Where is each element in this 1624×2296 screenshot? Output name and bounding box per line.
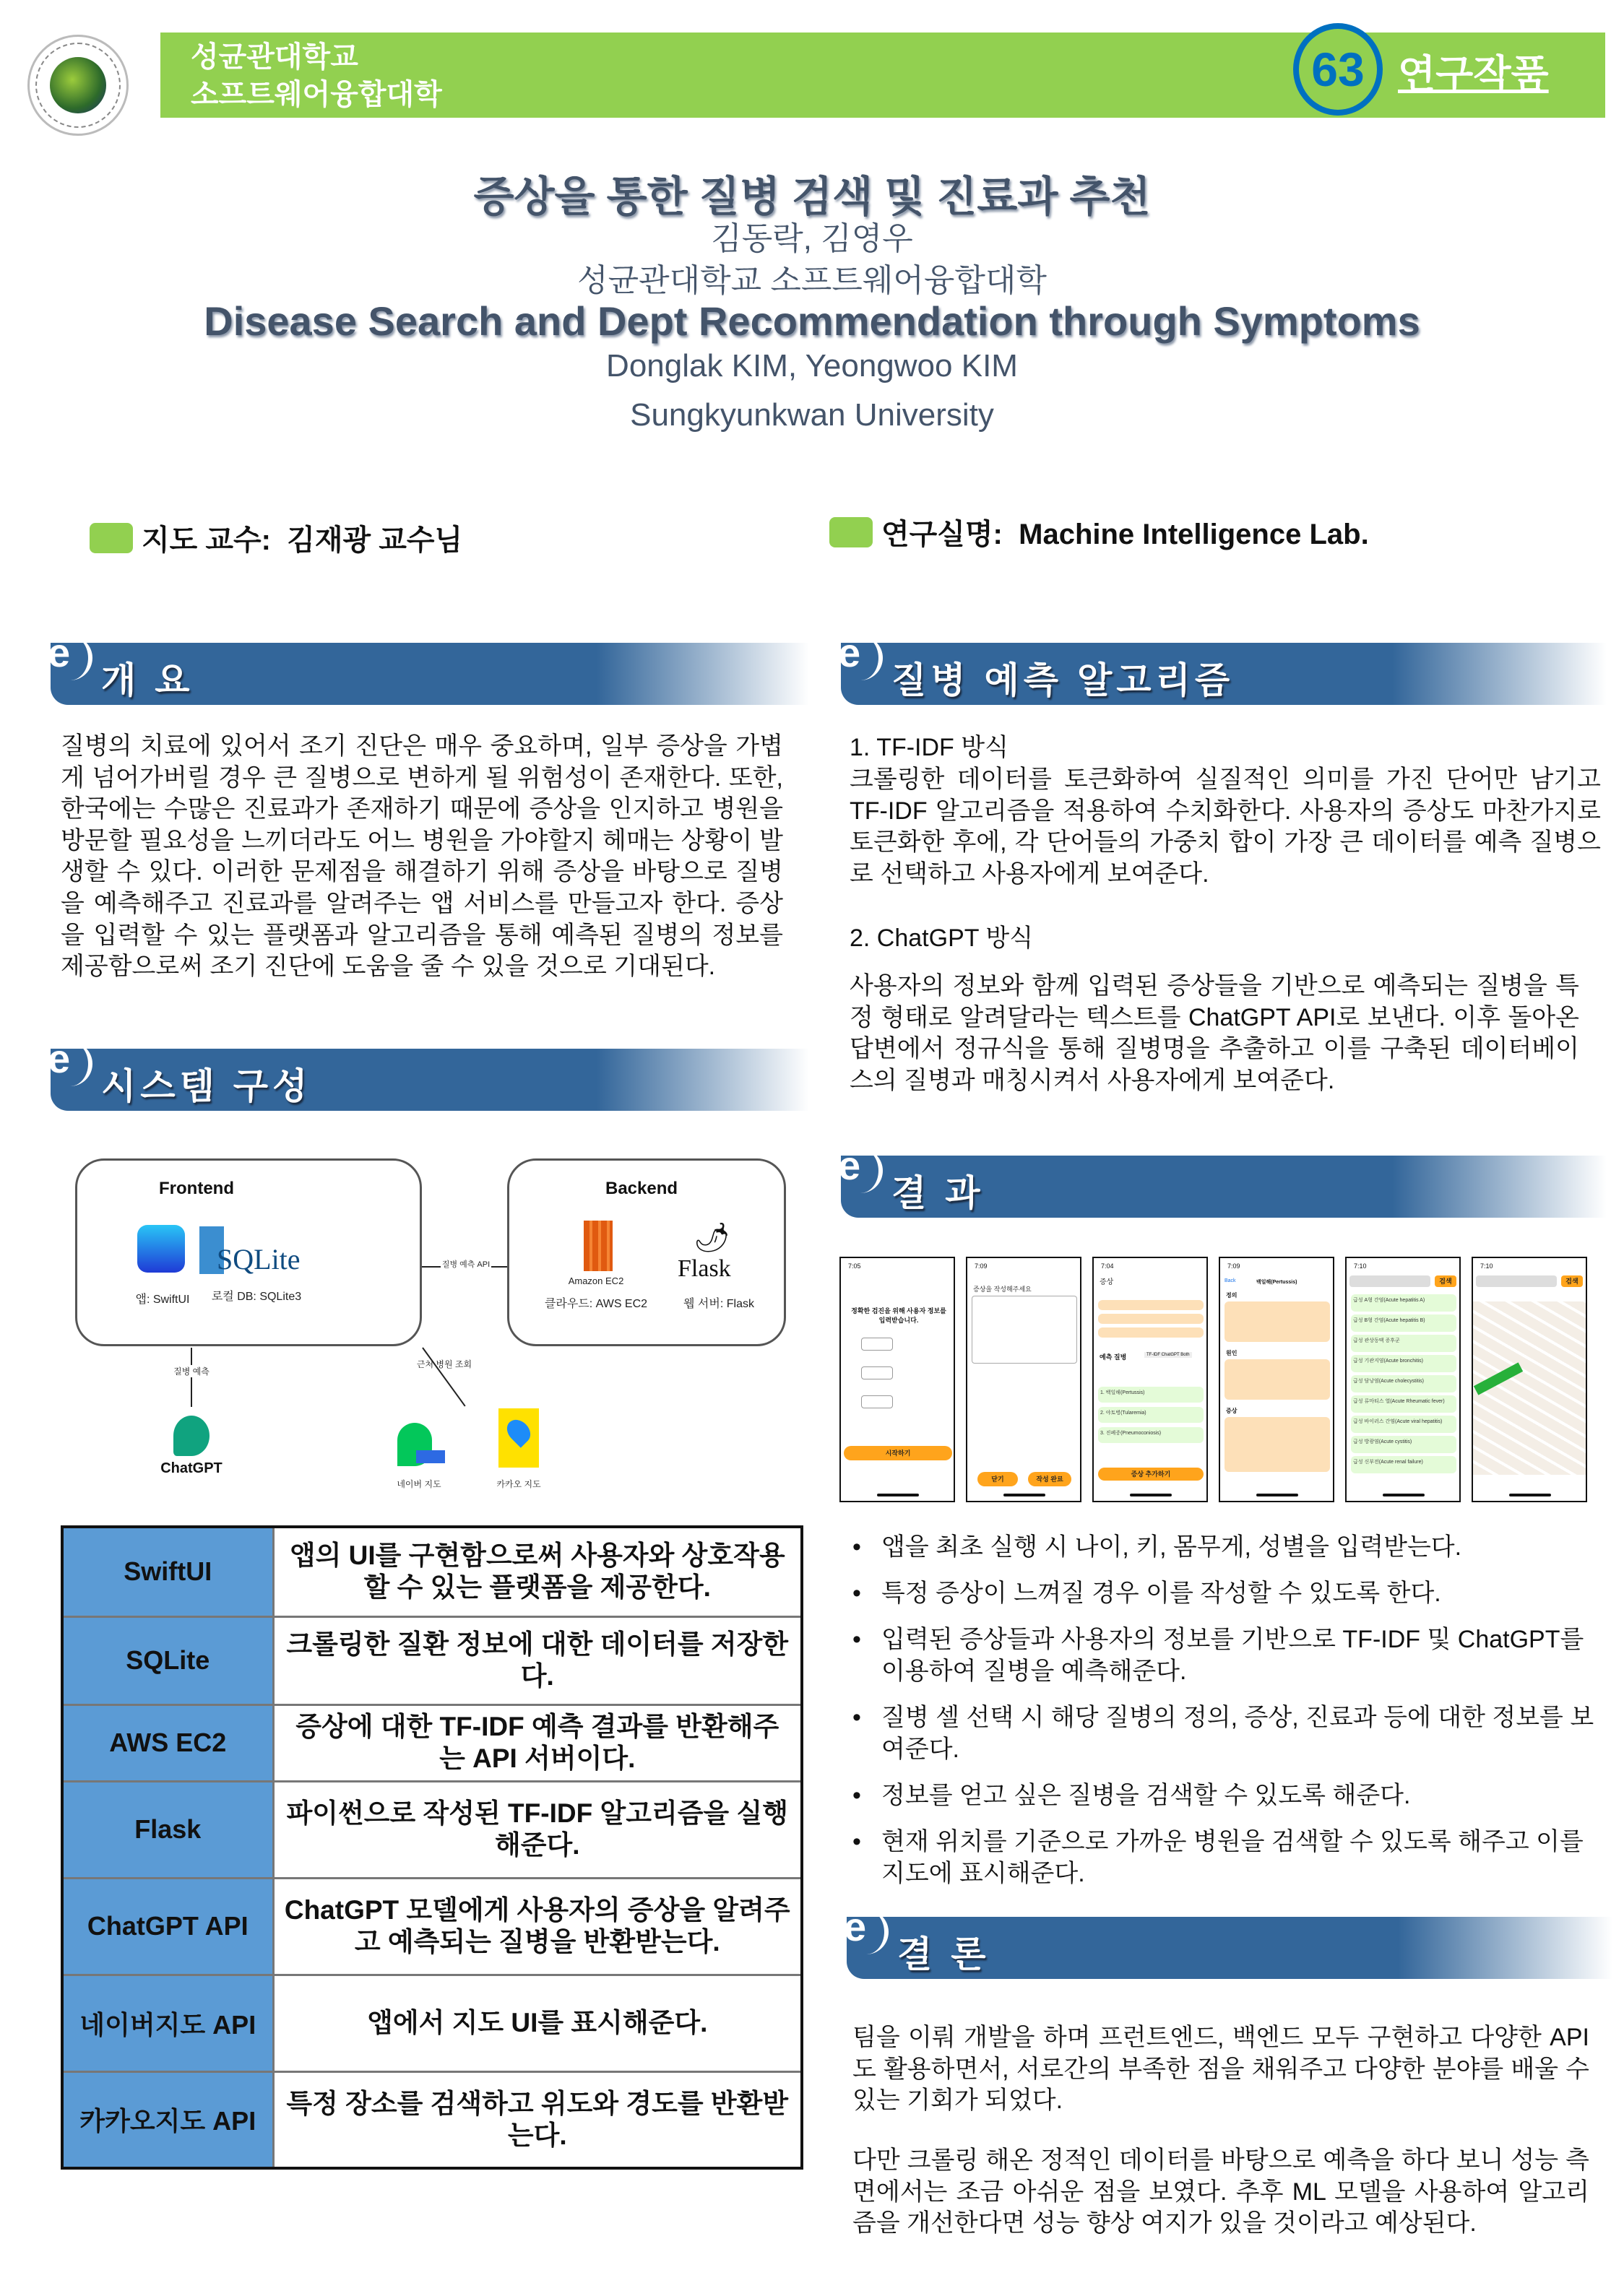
tech-desc: 증상에 대한 TF-IDF 예측 결과를 반환해주는 API 서버이다. bbox=[273, 1704, 802, 1781]
section-header-overview bbox=[48, 630, 809, 705]
search-result-cell: 급성 B형 간염(Acute hepatitis B) bbox=[1351, 1314, 1456, 1332]
architecture-diagram bbox=[65, 1148, 795, 1509]
ec2-logo-text: Amazon EC2 bbox=[568, 1275, 624, 1286]
screenshot-search bbox=[1345, 1257, 1461, 1502]
overview-body: 질병의 치료에 있어서 조기 진단은 매우 중요하며, 일부 증상을 가볍게 넘어가버릴 경우 큰 질병으로 변하게 될 위험성이 존재한다. 또한, 한국에는 수많은 진료과가 존재하기 때문에 증상을 인지하고 병원을 방문할 필요성을 느끼더라도 어느 병원을 가야할지 헤매는 상황이 발생할 수 있다. 이러한 문제점을 해결하기 위해 증상을 바탕으로 질병을 예측해주고 진료과를 알려주는 앱 서비스를 만들고자 한다. 증상을 입력할 수 있는 플랫폼과 알고리즘을 통해 예측된 질병의 정보를 제공함으로써 조기 진단에 도움을 줄 수 있을 것으로 기대된다. bbox=[61, 732, 783, 981]
university-logo bbox=[27, 35, 129, 136]
advisor-label: 지도 교수: bbox=[142, 524, 271, 556]
status-time: 7:04 bbox=[1101, 1262, 1114, 1270]
kakao-label: 카카오 지도 bbox=[496, 1479, 541, 1489]
e-icon: e bbox=[48, 1041, 92, 1086]
lab-marker bbox=[829, 517, 873, 547]
tech-name: SwiftUI bbox=[62, 1527, 273, 1616]
tech-desc: 앱의 UI를 구현함으로써 사용자와 상호작용할 수 있는 플랫폼을 제공한다. bbox=[273, 1527, 802, 1616]
bullet-item: • 특정 증상이 느껴질 경우 이를 작성할 수 있도록 한다. bbox=[847, 1577, 1612, 1609]
search-result-cell: 급성 A형 간염(Acute hepatitis A) bbox=[1351, 1294, 1456, 1312]
start-button: 시작하기 bbox=[844, 1446, 952, 1460]
search-button: 검색 bbox=[1561, 1275, 1583, 1287]
tech-desc: ChatGPT 모델에게 사용자의 증상을 알려주고 예측되는 질병을 반환받는다. bbox=[273, 1878, 802, 1975]
gpt-arrow-label: 질병 예측 bbox=[166, 1365, 217, 1377]
method2-title: 2. ChatGPT 방식 bbox=[850, 924, 1034, 952]
table-row bbox=[62, 1975, 802, 2071]
authors-korean: 김동락, 김영우 bbox=[711, 221, 913, 256]
detail-section: 원인 bbox=[1226, 1350, 1238, 1356]
sqlite-logo-text: SQLite bbox=[217, 1243, 301, 1275]
add-symptom-button: 증상 추가하기 bbox=[1098, 1468, 1204, 1481]
section-header-algorithm bbox=[838, 630, 1607, 705]
conclusion-p2: 다만 크롤링 해온 정적인 데이터를 바탕으로 예측을 하다 보니 성능 측면에서는 조금 아쉬운 점을 보였다. 추후 ML 모델을 사용하여 알고리즘을 개선한다면 성능 향상 여지가 있을 것이라고 예상된다. bbox=[852, 2146, 1589, 2237]
table-row bbox=[62, 1878, 802, 1975]
search-result-cell: 급성 관상동맥 증후군 bbox=[1351, 1335, 1456, 1352]
tech-name: 카카오지도 API bbox=[62, 2071, 273, 2168]
screen-heading: 증상을 작성해주세요 bbox=[973, 1286, 1032, 1293]
e-icon: e bbox=[48, 636, 92, 680]
search-result-cell: 급성 방광염(Acute cystitis) bbox=[1351, 1436, 1456, 1453]
tech-name: Flask bbox=[62, 1781, 273, 1878]
naver-map-bar bbox=[416, 1450, 445, 1463]
tab-chatgpt: ChatGPT bbox=[1161, 1353, 1180, 1357]
method1-body: 크롤링한 데이터를 토큰화하여 실질적인 의미를 가진 단어만 남기고 TF-IDF 알고리즘을 적용하여 수치화한다. 사용자의 증상도 마찬가지로 토큰화한 후에, 각 단어들의 가중치 합이 가장 큰 데이터를 예측 질병으로 선택하고 사용자에게 보여준다. bbox=[850, 766, 1601, 888]
map-view bbox=[1473, 1301, 1587, 1475]
swiftui-icon bbox=[137, 1225, 185, 1273]
section-title: 결 과 bbox=[891, 1173, 985, 1213]
ec2-icon bbox=[584, 1221, 613, 1271]
status-time: 7:05 bbox=[848, 1262, 861, 1270]
lab-value: Machine Intelligence Lab. bbox=[1019, 519, 1369, 550]
detail-section: 증상 bbox=[1226, 1408, 1238, 1414]
chatgpt-label: ChatGPT bbox=[160, 1460, 223, 1476]
table-row bbox=[62, 1704, 802, 1781]
api-arrow-label: 질병 예측 API bbox=[441, 1258, 491, 1270]
chatgpt-icon bbox=[173, 1416, 210, 1456]
e-icon: e bbox=[844, 1910, 889, 1954]
bullet-item: • 정보를 얻고 싶은 질병을 검색할 수 있도록 해준다. bbox=[847, 1780, 1612, 1811]
table-row bbox=[62, 1616, 802, 1704]
e-icon: e bbox=[838, 636, 883, 680]
advisor-marker bbox=[90, 523, 133, 553]
search-result-cell: 급성 기관지염(Acute bronchitis) bbox=[1351, 1355, 1456, 1372]
screen-heading: 정확한 검진을 위해 사용자 정보를 입력받습니다. bbox=[851, 1307, 946, 1324]
school-line1: 성균관대학교 bbox=[191, 41, 358, 73]
section-header-conclusion bbox=[844, 1904, 1612, 1979]
tech-name: SQLite bbox=[62, 1616, 273, 1704]
swiftui-label: 앱: SwiftUI bbox=[135, 1294, 190, 1306]
flask-label: 웹 서버: Flask bbox=[683, 1298, 754, 1310]
table-row bbox=[62, 1527, 802, 1616]
lab bbox=[881, 511, 1369, 553]
frontend-label: Frontend bbox=[159, 1179, 234, 1198]
screen-heading: 백일해(Pertussis) bbox=[1256, 1280, 1297, 1285]
screenshot-disease-detail bbox=[1219, 1257, 1334, 1502]
conclusion-p1: 팀을 이뤄 개발을 하며 프런트엔드, 백엔드 모두 구현하고 다양한 API도 활용하면서, 서로간의 부족한 점을 채워주고 다양한 분야를 배울 수 있는 기회가 되었다. bbox=[852, 2024, 1589, 2115]
map-arrow bbox=[422, 1347, 465, 1406]
method2-body: 사용자의 정보와 함께 입력된 증상들을 기반으로 예측되는 질병을 특정 형태로 알려달라는 텍스트를 ChatGPT API로 보낸다. 이후 돌아온 답변에서 정규식을 통해 질병명을 추출하고 이를 구축된 데이터베이스의 질병과 매칭시켜서 사용자에게 보여준다. bbox=[850, 972, 1579, 1094]
title-korean: 증상을 통한 질병 검색 및 진료과 추천 bbox=[473, 173, 1151, 220]
section-title: 시스템 구성 bbox=[101, 1066, 312, 1106]
disease-cell: 1. 백일해(Pertussis) bbox=[1098, 1387, 1204, 1403]
close-button: 닫기 bbox=[977, 1472, 1018, 1486]
results-bullets bbox=[847, 1531, 1612, 1904]
section-header-results bbox=[838, 1143, 1607, 1218]
status-time: 7:10 bbox=[1480, 1262, 1493, 1270]
tech-desc: 파이썬으로 작성된 TF-IDF 알고리즘을 실행해준다. bbox=[273, 1781, 802, 1878]
poster-number-badge: 63 bbox=[1293, 23, 1383, 116]
header-bar bbox=[160, 33, 1605, 118]
tech-desc: 앱에서 지도 UI를 표시해준다. bbox=[273, 1975, 802, 2071]
naver-label: 네이버 지도 bbox=[397, 1479, 441, 1489]
status-time: 7:09 bbox=[975, 1262, 988, 1270]
tech-table bbox=[61, 1525, 803, 2170]
screenshot-symptom-input bbox=[966, 1257, 1081, 1502]
bullet-item: • 현재 위치를 기준으로 가까운 병원을 검색할 수 있도록 해주고 이를 지도에 표시해준다. bbox=[847, 1826, 1612, 1889]
map-arrow-label: 근처 병원 조회 bbox=[416, 1359, 472, 1369]
table-row bbox=[62, 1781, 802, 1878]
gpt-arrow bbox=[191, 1348, 192, 1407]
search-result-cell: 급성 류마티스 열(Acute Rheumatic fever) bbox=[1351, 1395, 1456, 1413]
back-link: Back bbox=[1225, 1278, 1236, 1283]
tab-both: Both bbox=[1180, 1353, 1190, 1357]
school-line2: 소프트웨어융합대학 bbox=[191, 79, 442, 111]
ec2-label: 클라우드: AWS EC2 bbox=[544, 1298, 648, 1310]
tech-name: ChatGPT API bbox=[62, 1878, 273, 1975]
section-title: 개 요 bbox=[101, 660, 194, 701]
tech-name: AWS EC2 bbox=[62, 1704, 273, 1781]
e-icon: e bbox=[838, 1148, 883, 1193]
backend-label: Backend bbox=[605, 1179, 678, 1198]
kakao-map-icon bbox=[498, 1408, 539, 1468]
lab-label: 연구실명: bbox=[881, 519, 1003, 550]
search-result-cell: 급성 담낭염(Acute cholecystitis) bbox=[1351, 1375, 1456, 1392]
section-title: 질병 예측 알고리즘 bbox=[891, 660, 1235, 701]
tech-desc: 특정 장소를 검색하고 위도와 경도를 반환받는다. bbox=[273, 2071, 802, 2168]
affiliation-english: Sungkyunkwan University bbox=[630, 397, 994, 433]
category-label: 연구작품 bbox=[1398, 53, 1549, 96]
search-result-cell: 급성 신부전(Acute renal failure) bbox=[1351, 1456, 1456, 1473]
flask-logo-text: Flask bbox=[678, 1255, 731, 1282]
section-header-system bbox=[48, 1036, 809, 1111]
section-title: 결 론 bbox=[897, 1934, 990, 1975]
status-time: 7:09 bbox=[1227, 1262, 1240, 1270]
authors-english: Donglak KIM, Yeongwoo KIM bbox=[606, 348, 1018, 384]
method1-title: 1. TF-IDF 방식 bbox=[850, 734, 1008, 761]
done-button: 작성 완료 bbox=[1028, 1472, 1071, 1486]
status-time: 7:10 bbox=[1354, 1262, 1367, 1270]
sqlite-label: 로컬 DB: SQLite3 bbox=[211, 1291, 302, 1303]
advisor-value: 김재광 교수님 bbox=[287, 524, 463, 556]
title-english: Disease Search and Dept Recommendation through Symptoms bbox=[204, 298, 1420, 344]
disease-cell: 2. 야토병(Tularemia) bbox=[1098, 1407, 1204, 1423]
bullet-item: • 앱을 최초 실행 시 나이, 키, 몸무게, 성별을 입력받는다. bbox=[847, 1531, 1612, 1563]
flask-horn-icon: 🌶 bbox=[694, 1222, 730, 1254]
screenshot-map bbox=[1472, 1257, 1587, 1502]
detail-section: 정의 bbox=[1226, 1292, 1238, 1299]
tech-name: 네이버지도 API bbox=[62, 1975, 273, 2071]
screenshot-prediction bbox=[1092, 1257, 1208, 1502]
bullet-item: • 입력된 증상들과 사용자의 정보를 기반으로 TF-IDF 및 ChatGPT를 이용하여 질병을 예측해준다. bbox=[847, 1624, 1612, 1687]
affiliation-korean: 성균관대학교 소프트웨어융합대학 bbox=[577, 263, 1047, 298]
search-button: 검색 bbox=[1435, 1275, 1456, 1287]
table-row bbox=[62, 2071, 802, 2168]
search-result-cell: 급성 바이러스 간염(Acute viral hepatitis) bbox=[1351, 1416, 1456, 1433]
screenshot-user-info bbox=[839, 1257, 955, 1502]
bullet-item: • 질병 셀 선택 시 해당 질병의 정의, 증상, 진료과 등에 대한 정보를 보여준다. bbox=[847, 1702, 1612, 1765]
tab-tfidf: TF-IDF bbox=[1146, 1353, 1160, 1357]
disease-cell: 3. 진폐증(Pneumoconiosis) bbox=[1098, 1427, 1204, 1443]
advisor bbox=[142, 517, 462, 558]
tech-desc: 크롤링한 질환 정보에 대한 데이터를 저장한다. bbox=[273, 1616, 802, 1704]
predicted-section: 예측 질병 bbox=[1100, 1353, 1127, 1361]
screen-heading: 증상 bbox=[1100, 1278, 1114, 1286]
